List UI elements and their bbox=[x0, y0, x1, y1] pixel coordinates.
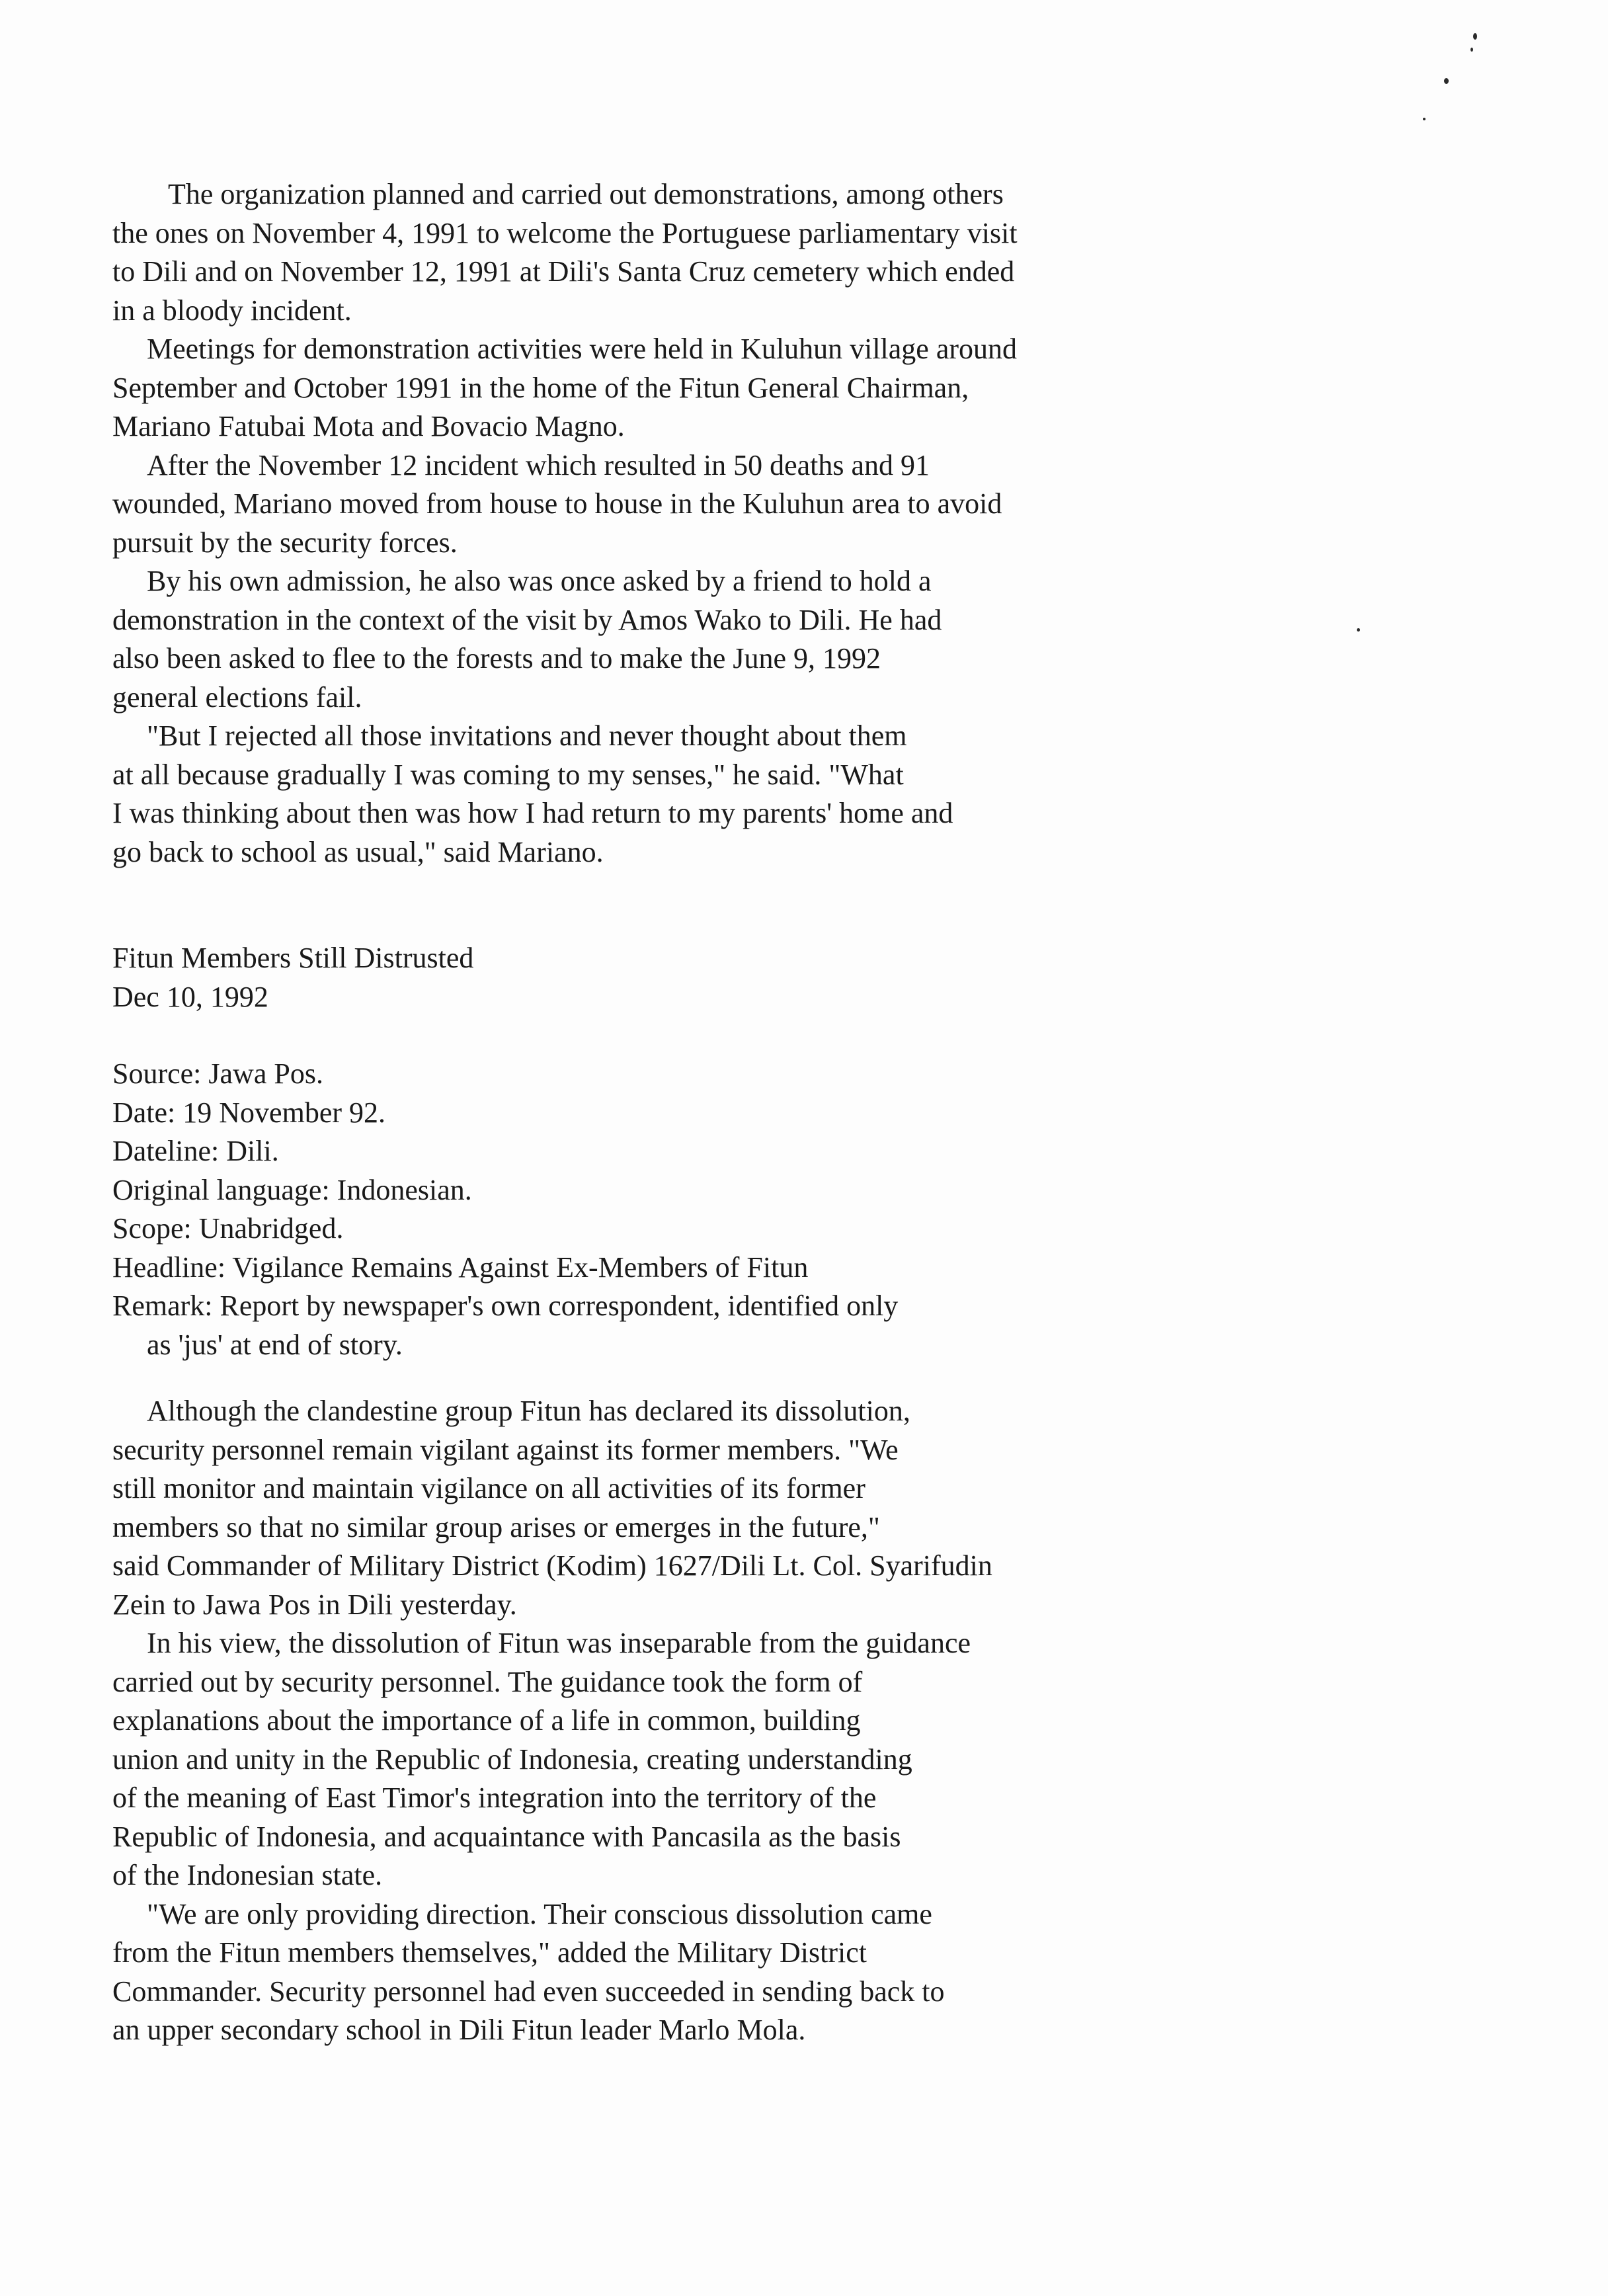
article-heading bbox=[112, 939, 1236, 1016]
text-line: I was thinking about then was how I had return to my parents' home and bbox=[112, 797, 953, 829]
text-line: in a bloody incident. bbox=[112, 294, 352, 327]
text-line: demonstration in the context of the visit by Amos Wako to Dili. He had bbox=[112, 603, 942, 636]
text-line: carried out by security personnel. The guidance took the form of bbox=[112, 1665, 863, 1698]
text-line: of the Indonesian state. bbox=[112, 1859, 383, 1891]
scan-speck bbox=[1423, 118, 1426, 120]
text-line: The organization planned and carried out demonstrations, among others bbox=[168, 178, 1004, 210]
text-line: September and October 1991 in the home of the Fitun General Chairman, bbox=[112, 371, 969, 404]
text-line: wounded, Mariano moved from house to house in the Kuluhun area to avoid bbox=[112, 487, 1002, 520]
text-line: to Dili and on November 12, 1991 at Dili's Santa Cruz cemetery which ended bbox=[112, 255, 1015, 288]
text-line: Meetings for demonstration activities were held in Kuluhun village around bbox=[147, 333, 1018, 365]
text-line: said Commander of Military District (Kodim) 1627/Dili Lt. Col. Syarifudin bbox=[112, 1549, 992, 1582]
text-line: After the November 12 incident which resulted in 50 deaths and 91 bbox=[147, 448, 930, 481]
scan-speck bbox=[1357, 628, 1360, 632]
text-line: Mariano Fatubai Mota and Bovacio Magno. bbox=[112, 410, 625, 442]
article-title: Fitun Members Still Distrusted bbox=[112, 942, 474, 974]
text-line: the ones on November 4, 1991 to welcome the Portuguese parliamentary visit bbox=[112, 216, 1018, 249]
text-line: an upper secondary school in Dili Fitun leader Marlo Mola. bbox=[112, 2014, 806, 2046]
meta-headline: Headline: Vigilance Remains Against Ex-Members of Fitun bbox=[112, 1250, 809, 1284]
meta-remark: Remark: Report by newspaper's own correspondent, identified only bbox=[112, 1290, 899, 1322]
article-date: Dec 10, 1992 bbox=[112, 980, 268, 1013]
text-line: security personnel remain vigilant against its former members. "We bbox=[112, 1433, 899, 1466]
meta-language: Original language: Indonesian. bbox=[112, 1173, 472, 1206]
text-line: Zein to Jawa Pos in Dili yesterday. bbox=[112, 1588, 517, 1621]
text-line: go back to school as usual," said Mariano. bbox=[112, 835, 604, 868]
text-line: Republic of Indonesia, and acquaintance with Pancasila as the basis bbox=[112, 1820, 901, 1853]
text-line: In his view, the dissolution of Fitun was inseparable from the guidance bbox=[147, 1627, 971, 1659]
scan-speck bbox=[1444, 78, 1449, 84]
text-line: of the meaning of East Timor's integration into the territory of the bbox=[112, 1782, 877, 1814]
body-text-part2 bbox=[112, 1392, 1236, 2050]
meta-remark-continued: as 'jus' at end of story. bbox=[147, 1328, 403, 1361]
meta-dateline: Dateline: Dili. bbox=[112, 1135, 279, 1167]
body-text-part1 bbox=[112, 175, 1236, 872]
text-line: Although the clandestine group Fitun has declared its dissolution, bbox=[147, 1395, 910, 1427]
text-line: at all because gradually I was coming to my senses," he said. "What bbox=[112, 758, 904, 791]
text-line: By his own admission, he also was once asked by a friend to hold a bbox=[147, 565, 932, 597]
text-line: from the Fitun members themselves," added the Military District bbox=[112, 1936, 867, 1969]
scan-speck bbox=[1473, 33, 1477, 40]
text-line: members so that no similar group arises or emerges in the future," bbox=[112, 1510, 880, 1543]
meta-scope: Scope: Unabridged. bbox=[112, 1212, 344, 1245]
text-line: union and unity in the Republic of Indonesia, creating understanding bbox=[112, 1742, 912, 1776]
text-line: still monitor and maintain vigilance on all activities of its former bbox=[112, 1472, 865, 1504]
text-line: Commander. Security personnel had even succeeded in sending back to bbox=[112, 1975, 945, 2008]
article-metadata bbox=[112, 1055, 1236, 1364]
text-line: general elections fail. bbox=[112, 680, 362, 714]
text-line: "We are only providing direction. Their conscious dissolution came bbox=[147, 1897, 932, 1930]
text-line: "But I rejected all those invitations and never thought about them bbox=[147, 719, 907, 752]
text-line: pursuit by the security forces. bbox=[112, 526, 458, 559]
meta-source: Source: Jawa Pos. bbox=[112, 1057, 323, 1090]
text-line: explanations about the importance of a life in common, building bbox=[112, 1704, 861, 1737]
meta-date: Date: 19 November 92. bbox=[112, 1096, 385, 1129]
text-line: also been asked to flee to the forests and to make the June 9, 1992 bbox=[112, 642, 881, 675]
scan-speck bbox=[1470, 48, 1473, 52]
